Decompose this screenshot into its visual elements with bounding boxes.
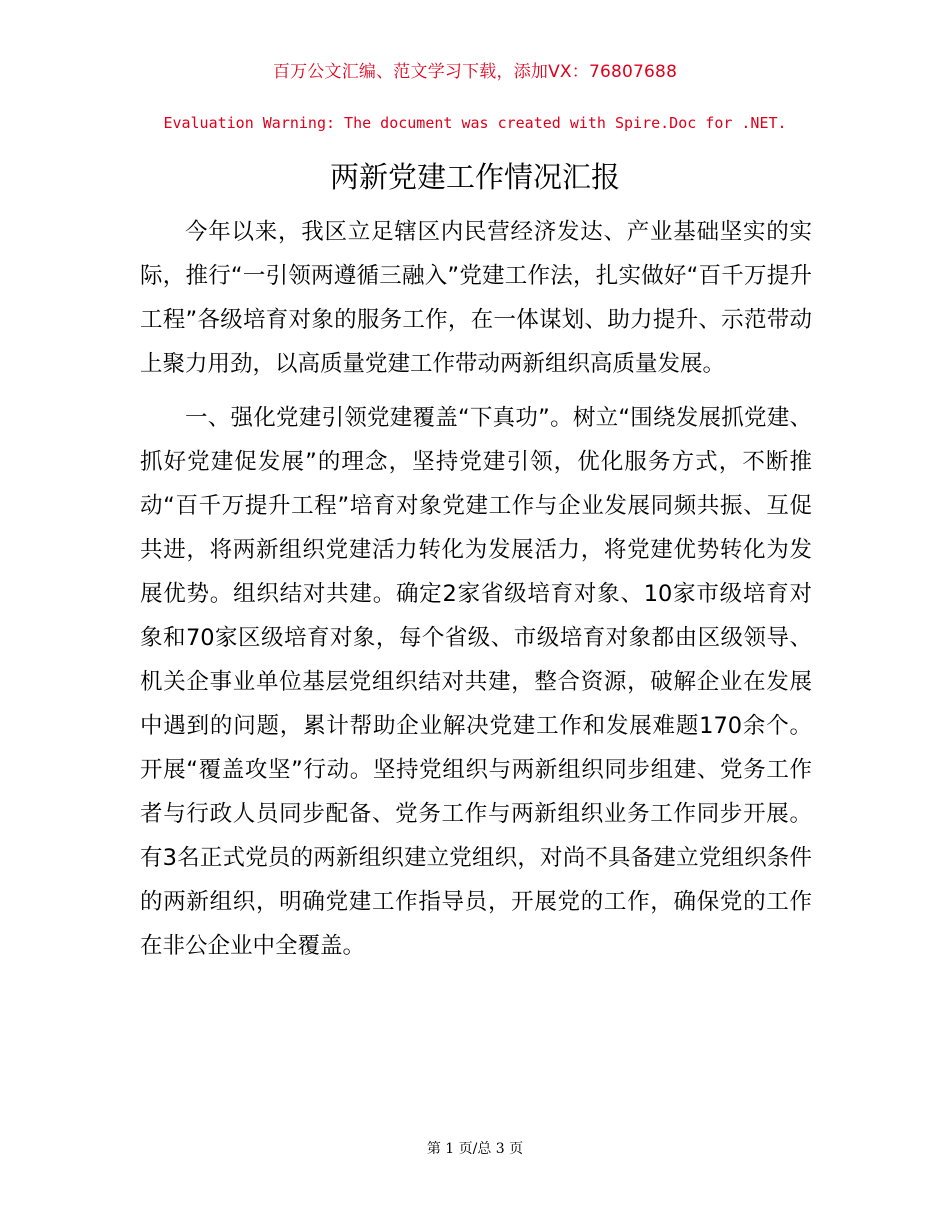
page-number: 第 1 页/总 3 页	[426, 1141, 524, 1157]
paragraph-intro: 今年以来，我区立足辖区内民营经济发达、产业基础坚实的实际，推行“一引领两遵循三融入”党建工作法，扎实做好“百千万提升工程”各级培育对象的服务工作，在一体谋划、助力提升、示范带动上聚力用劲，以高质量党建工作带动两新组织高质量发展。	[140, 219, 812, 377]
header-banner: 百万公文汇编、范文学习下载，添加VX：76807688	[272, 62, 678, 82]
document-body	[140, 210, 812, 978]
paragraph-section-one: 一、强化党建引领党建覆盖“下真功”。树立“围绕发展抓党建、抓好党建促发展”的理念，坚持党建引领，优化服务方式，不断推动“百千万提升工程”培育对象党建工作与企业发展同频共振、互促共进，将两新组织党建活力转化为发展活力，将党建优势转化为发展优势。组织结对共建。确定2家省级培育对象、10家市级培育对象和70家区级培育对象，每个省级、市级培育对象都由区级领导、机关企事业单位基层党组织结对共建，整合资源，破解企业在发展中遇到的问题，累计帮助企业解决党建工作和发展难题170余个。开展“覆盖攻坚”行动。坚持党组织与两新组织同步组建、党务工作者与行政人员同步配备、党务工作与两新组织业务工作同步开展。有3名正式党员的两新组织建立党组织，对尚不具备建立党组织条件的两新组织，明确党建工作指导员，开展党的工作，确保党的工作在非公企业中全覆盖。	[140, 405, 812, 959]
evaluation-warning: Evaluation Warning: The document was created with Spire.Doc for .NET.	[163, 114, 787, 132]
document-title: 两新党建工作情况汇报	[329, 160, 620, 194]
